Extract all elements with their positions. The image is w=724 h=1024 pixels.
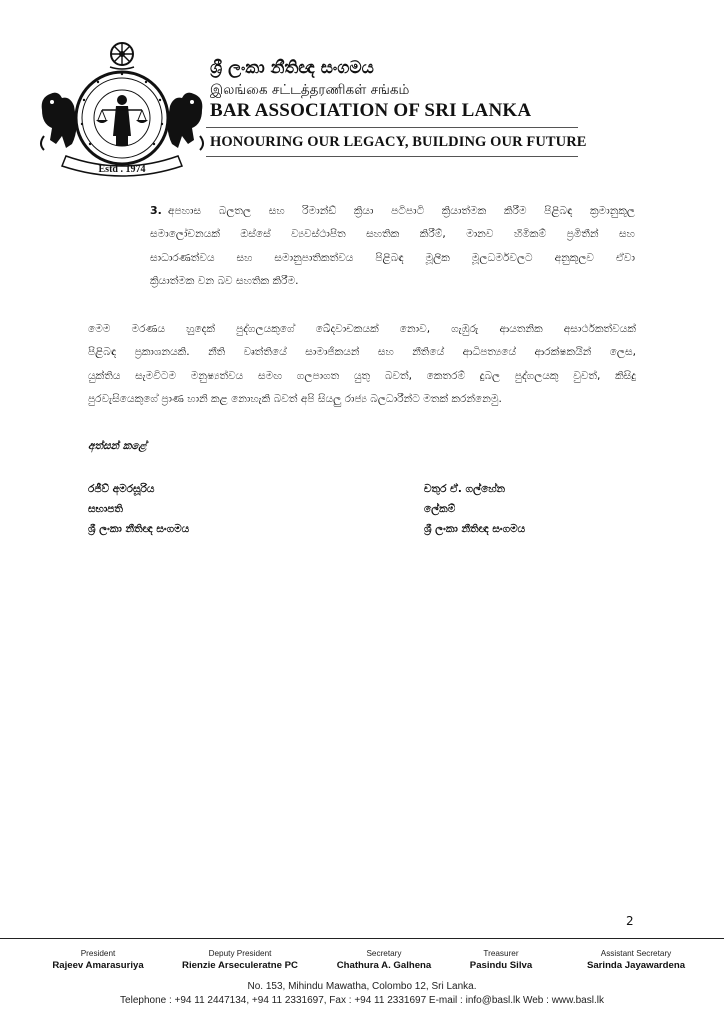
signatory-title: සභාපති [88, 503, 123, 515]
signatory-name: චතුර ඒ. ගල්හේන [424, 483, 506, 495]
officer-role: Assistant Secretary [600, 949, 672, 958]
officer-treasurer [431, 948, 571, 973]
header-divider-top [206, 127, 578, 128]
paragraph-line: පුරවැසියෙකුගේ ප්‍රාණ හානි කළ නොහැකි බවත් අපි සියලු රාජ්‍ය බලධාරීන්ට මතක් කරන්නෙමු. [88, 393, 502, 406]
paragraph-line: මෙම මරණය හුදෙක් පුද්ගලයකුගේ ඛේදවාචකයක් නොව, ගැඹුරු ආයතනික අසාර්ථකත්වයක් [88, 323, 636, 335]
right-lion-icon [168, 93, 204, 150]
officer-name: Rajeev Amarasuriya [52, 960, 144, 971]
officer-deputy-president [170, 948, 310, 973]
closing-signed-by: අත්සන් කළේ [88, 440, 147, 452]
paragraph-line: සමාලෝචනයක් ඔස්සේ ව්‍යවස්ථාපිත සහතික කිරීම්, මානව හිමිකම් ප්‍රමිතීන් සහ [150, 228, 635, 241]
statement-paragraph [88, 318, 636, 412]
officer-role: Secretary [366, 949, 402, 958]
officer-name: Sarinda Jayawardena [586, 960, 686, 971]
officer-name: Pasindu Silva [469, 960, 533, 971]
officer-name: Chathura A. Galhena [336, 960, 432, 971]
dharma-wheel-icon [110, 43, 134, 69]
org-name-sinhala: ශ්‍රී ලංකා නීතිඥ සංගමය [210, 58, 374, 78]
paragraph-line: අපහාස බලතල සහ රිමාන්ඩ් ක්‍රියා පටිපාටි ක්‍රියාත්මක කිරීම පිළිබඳ ක්‍රමානුකූල [168, 205, 635, 217]
page-number: 2 [626, 914, 634, 928]
logo-estd-label: Estd . 1974 [98, 164, 146, 175]
signatory-name: රජීව් අමරසූරිය [88, 483, 155, 495]
footer-address: No. 153, Mihindu Mawatha, Colombo 12, Sri Lanka. [247, 981, 477, 992]
officer-assistant-secretary [566, 948, 706, 973]
footer-contact-details: Telephone : +94 11 2447134, +94 11 2331697, Fax : +94 11 2331697 E-mail : info@basl.lk Web : www.basl.lk [120, 995, 604, 1006]
signatory-president [88, 479, 189, 539]
signatory-organization: ශ්‍රී ලංකා නීතිඥ සංගමය [424, 523, 526, 535]
signatory-title: ලේකම් [424, 503, 456, 515]
paragraph-line: ක්‍රියාත්මක වන බව සහතික කිරීම. [150, 275, 299, 288]
signatory-organization: ශ්‍රී ලංකා නීතිඥ සංගමය [88, 523, 190, 535]
list-item-number: 3. [150, 204, 162, 217]
signatory-secretary [424, 479, 525, 539]
left-lion-icon [41, 93, 77, 150]
paragraph-line: සාධාරණත්වය සහ සමානුපාතිකත්වය පිළිබඳ මූලික මූලධර්මවලට අනුකූලව ඒවා [150, 251, 635, 264]
org-name-english: BAR ASSOCIATION OF SRI LANKA [210, 100, 532, 121]
officer-president [28, 948, 168, 973]
officer-role: President [80, 949, 116, 958]
officer-name: Rienzie Arseculeratne PC [182, 960, 298, 971]
numbered-paragraph-3 [150, 200, 635, 294]
officer-role: Treasurer [483, 949, 519, 958]
header-divider-bottom [206, 156, 578, 157]
officer-role: Deputy President [208, 949, 272, 958]
basl-logo [36, 40, 208, 186]
basl-emblem-icon [36, 40, 208, 186]
org-motto: HONOURING OUR LEGACY, BUILDING OUR FUTURE [210, 134, 587, 150]
paragraph-line: යුක්තිය සැමවිටම මනුෂ්‍යත්වය සමඟ ගලපාගත යුතු බවත්, කෙතරම් දුබල පුද්ගලයකු වුවත්, කිසිදු [88, 369, 636, 382]
footer-divider [0, 938, 724, 939]
org-name-tamil: இலங்கை சட்டத்தரணிகள் சங்கம் [210, 82, 410, 98]
paragraph-line: පිළිබඳ ප්‍රකාශනයකි. නීති වෘත්තියේ සාමාජිකයන් සහ නීතියේ ආධිපත්‍යයේ ආරක්ෂකයින් ලෙස, [88, 346, 636, 359]
